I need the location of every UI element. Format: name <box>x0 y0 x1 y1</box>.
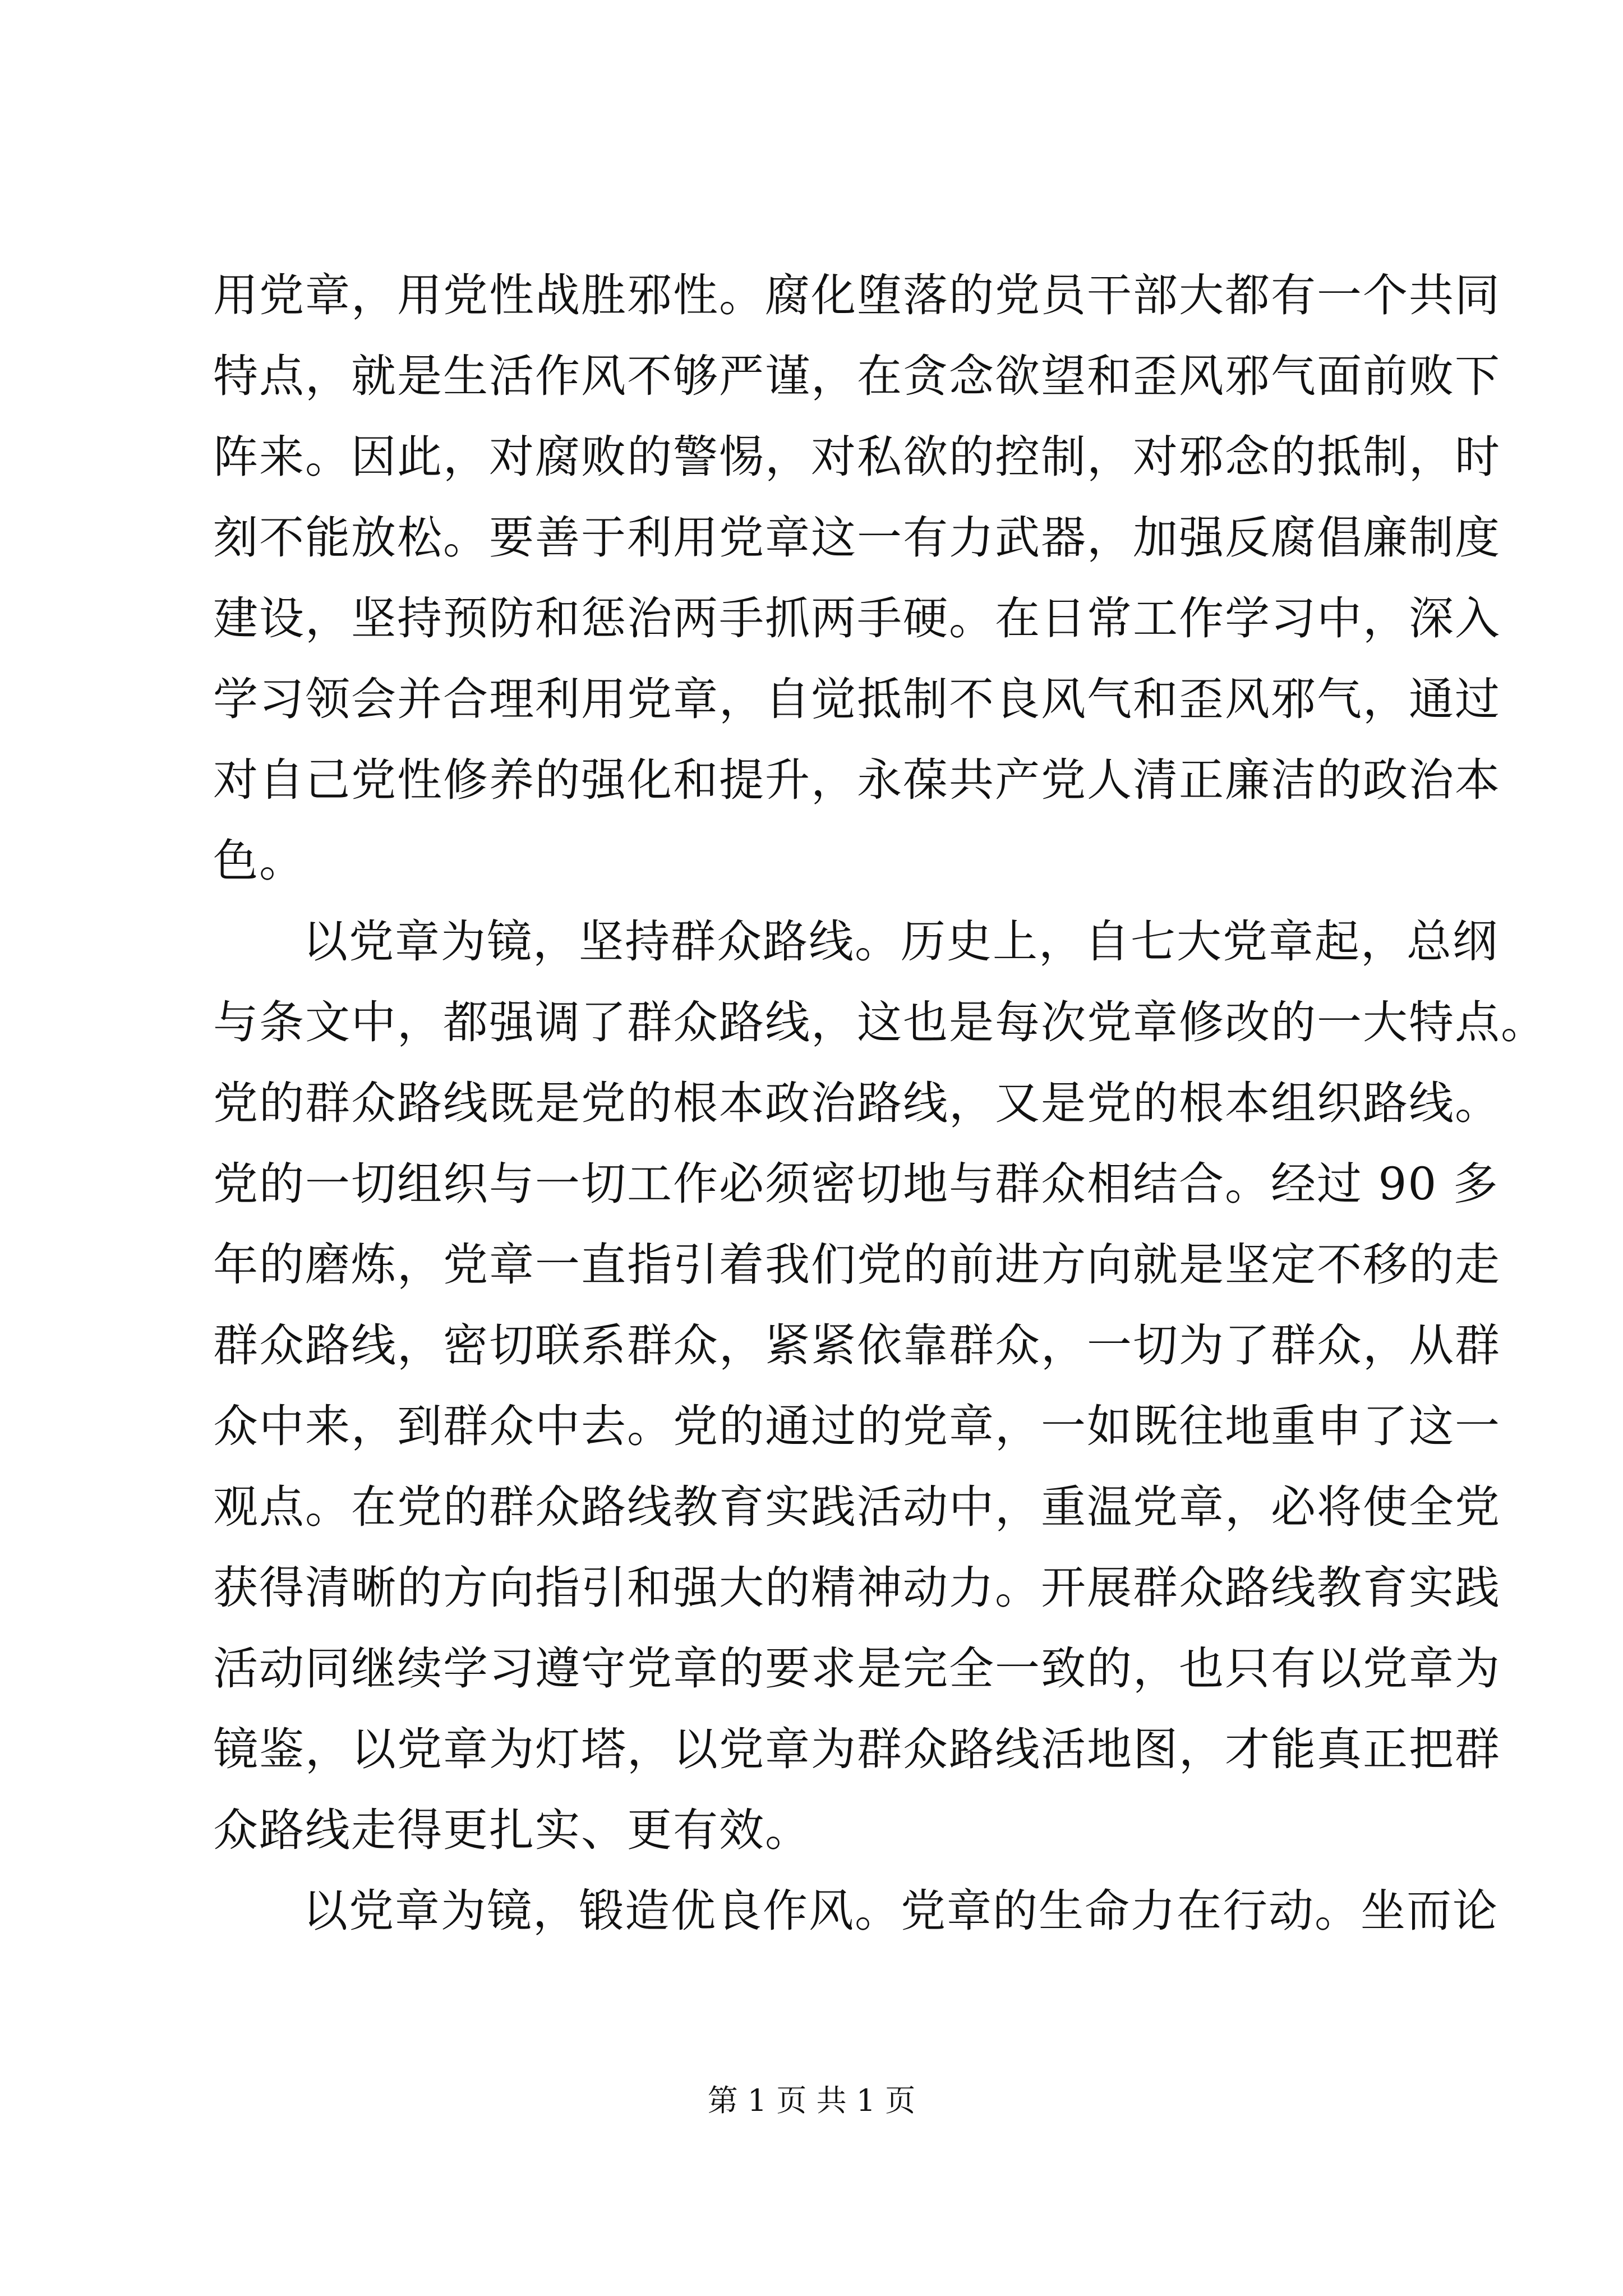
text-line: 学习领会并合理利用党章，自觉抵制不良风气和歪风邪气，通过 <box>213 673 1501 725</box>
text-line: 以党章为镜，坚持群众路线。历史上，自七大党章起，总纲 <box>303 915 1498 968</box>
text-line: 特点，就是生活作风不够严谨，在贪念欲望和歪风邪气面前败下 <box>213 350 1501 402</box>
paragraph <box>213 901 1547 1871</box>
text-line: 阵来。因此，对腐败的警惕，对私欲的控制，对邪念的抵制，时 <box>213 431 1501 483</box>
text-line: 对自己党性修养的强化和提升，永葆共产党人清正廉洁的政治本 <box>213 754 1501 806</box>
text-line: 活动同继续学习遵守党章的要求是完全一致的，也只有以党章为 <box>213 1642 1501 1695</box>
paragraph <box>213 1871 1498 1952</box>
text-line: 色。 <box>213 835 305 887</box>
document-body <box>213 255 1547 1952</box>
text-line: 党的群众路线既是党的根本政治路线，又是党的根本组织路线。 <box>213 1077 1501 1129</box>
text-line: 建设，坚持预防和惩治两手抓两手硬。在日常工作学习中，深入 <box>213 592 1501 645</box>
paragraph <box>213 255 1501 901</box>
text-line: 年的磨炼，党章一直指引着我们党的前进方向就是坚定不移的走 <box>213 1239 1501 1291</box>
text-line: 群众路线，密切联系群众，紧紧依靠群众，一切为了群众，从群 <box>213 1319 1501 1372</box>
text-line: 镜鉴，以党章为灯塔，以党章为群众路线活地图，才能真正把群 <box>213 1723 1501 1775</box>
text-line: 与条文中，都强调了群众路线，这也是每次党章修改的一大特点。 <box>213 996 1547 1048</box>
text-line: 用党章，用党性战胜邪性。腐化堕落的党员干部大都有一个共同 <box>213 269 1501 321</box>
text-line: 获得清晰的方向指引和强大的精神动力。开展群众路线教育实践 <box>213 1562 1501 1614</box>
text-line: 以党章为镜，锻造优良作风。党章的生命力在行动。坐而论 <box>303 1885 1498 1937</box>
text-line: 众路线走得更扎实、更有效。 <box>213 1804 811 1856</box>
text-line: 刻不能放松。要善于利用党章这一有力武器，加强反腐倡廉制度 <box>213 512 1501 564</box>
page-footer: 第 1 页 共 1 页 <box>707 2083 916 2118</box>
text-line: 观点。在党的群众路线教育实践活动中，重温党章，必将使全党 <box>213 1481 1501 1533</box>
text-line: 党的一切组织与一切工作必须密切地与群众相结合。经过 90 多 <box>213 1158 1499 1210</box>
text-line: 众中来，到群众中去。党的通过的党章，一如既往地重申了这一 <box>213 1400 1501 1452</box>
